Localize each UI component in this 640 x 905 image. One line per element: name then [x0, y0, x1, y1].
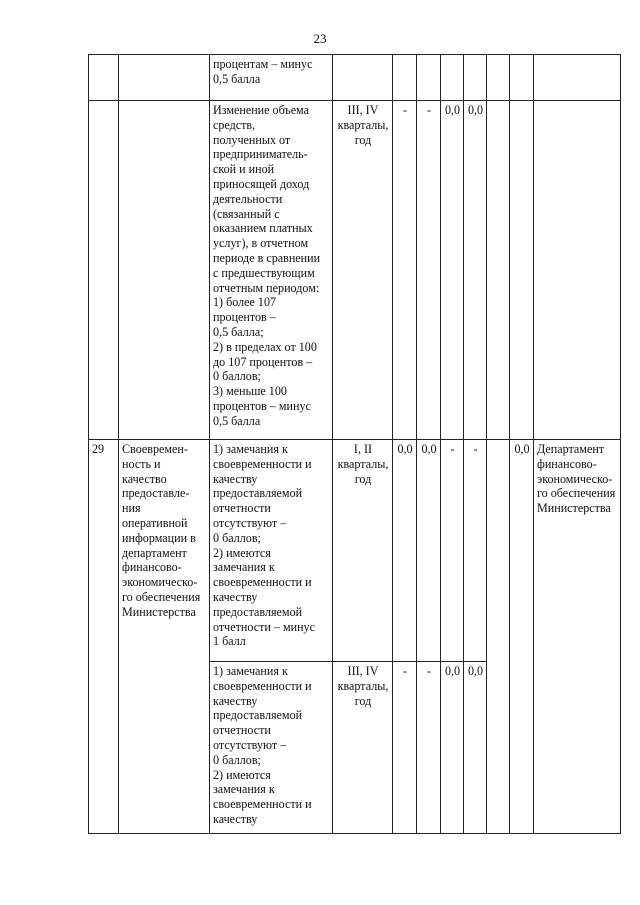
table-row — [89, 101, 621, 440]
value-cell — [510, 55, 534, 101]
value-cell — [487, 440, 510, 834]
number-cell: 29 — [89, 440, 119, 834]
value-cell — [487, 101, 510, 440]
number-cell — [89, 101, 119, 440]
value-cell — [417, 55, 441, 101]
value-cell: - — [464, 440, 487, 662]
criterion-cell: Изменение объема средств, полученных от предприниматель- ской и иной приносящей доход деятельности (связанный с оказанием платных услуг), в отчетном периоде в сравнении с предшествующим отчетным периодом: 1) более 107 процентов – 0,5 балла; 2) в пределах от 100 до 107 процентов – 0 баллов; 3) меньше 100 процентов – минус 0,5 балла — [210, 101, 333, 440]
value-cell — [393, 55, 417, 101]
value-cell: - — [441, 440, 464, 662]
criteria-table — [88, 54, 621, 834]
value-cell: - — [393, 101, 417, 440]
indicator-cell — [119, 101, 210, 440]
value-cell — [464, 55, 487, 101]
number-cell — [89, 55, 119, 101]
value-cell — [510, 101, 534, 440]
value-cell: - — [417, 662, 441, 834]
value-cell: 0,0 — [464, 662, 487, 834]
table-row — [89, 440, 621, 662]
value-cell — [487, 55, 510, 101]
period-cell — [333, 55, 393, 101]
value-cell: 0,0 — [441, 101, 464, 440]
page-number: 23 — [313, 31, 327, 46]
value-cell: 0,0 — [510, 440, 534, 834]
value-cell: 0,0 — [441, 662, 464, 834]
criterion-cell: процентам – минус 0,5 балла — [210, 55, 333, 101]
period-cell: III, IV кварталы, год — [333, 101, 393, 440]
table-row — [89, 55, 621, 101]
responsible-cell: Департамент финансово- экономическо- го обеспечения Министерства — [534, 440, 621, 834]
indicator-cell — [119, 55, 210, 101]
period-cell: I, II кварталы, год — [333, 440, 393, 662]
value-cell: 0,0 — [464, 101, 487, 440]
period-cell: III, IV кварталы, год — [333, 662, 393, 834]
responsible-cell — [534, 55, 621, 101]
value-cell — [441, 55, 464, 101]
indicator-cell: Своевремен- ность и качество предоставле- ния оперативной информации в департамент финансово- экономическо- го обеспечения Министерства — [119, 440, 210, 834]
value-cell: - — [393, 662, 417, 834]
value-cell: - — [417, 101, 441, 440]
value-cell: 0,0 — [393, 440, 417, 662]
criterion-cell: 1) замечания к своевременности и качеству предоставляемой отчетности отсутствуют – 0 баллов; 2) имеются замечания к своевременности и качеству — [210, 662, 333, 834]
criterion-cell: 1) замечания к своевременности и качеству предоставляемой отчетности отсутствуют – 0 баллов; 2) имеются замечания к своевременности и качеству предоставляемой отчетности – минус 1 балл — [210, 440, 333, 662]
value-cell: 0,0 — [417, 440, 441, 662]
responsible-cell — [534, 101, 621, 440]
